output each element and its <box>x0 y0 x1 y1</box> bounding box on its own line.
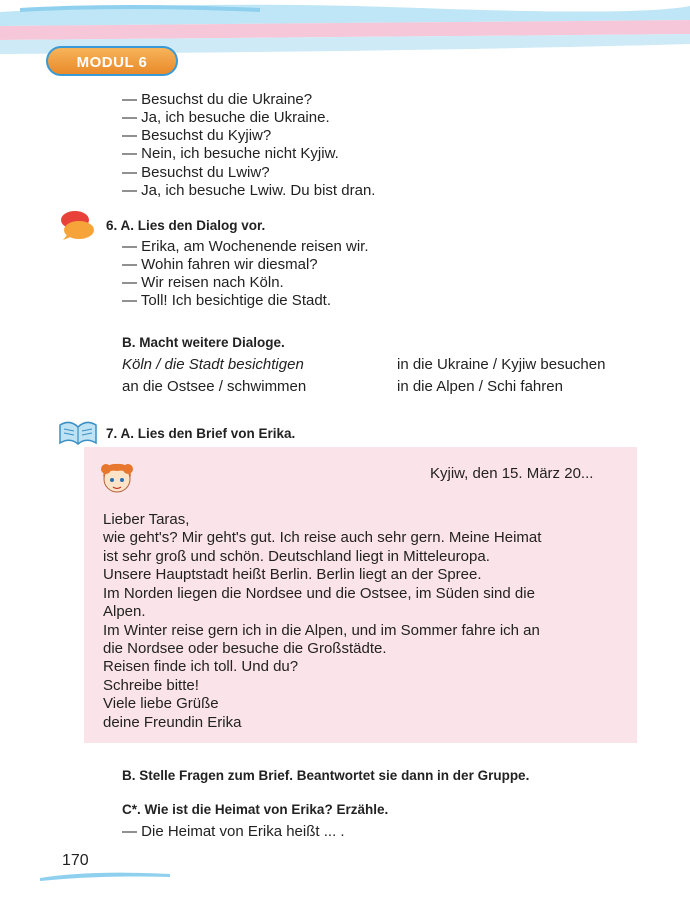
footer-swoosh <box>40 868 170 882</box>
task6-b-heading: B. Macht weitere Dialoge. <box>122 335 285 350</box>
letter-line: ist sehr groß und schön. Deutschland liegt in Mitteleuropa. <box>103 548 490 565</box>
dialog-line: — Besuchst du die Ukraine? <box>122 91 313 108</box>
task6-heading: 6. A. Lies den Dialog vor. <box>106 218 266 233</box>
letter-date: Kyjiw, den 15. März 20... <box>430 465 594 482</box>
open-book-icon <box>56 417 100 447</box>
option-right: in die Alpen / Schi fahren <box>397 378 563 395</box>
letter-line: Alpen. <box>103 603 146 620</box>
option-right: in die Ukraine / Kyjiw besuchen <box>397 356 606 373</box>
module-badge: MODUL 6 <box>46 46 178 76</box>
letter-line: Im Winter reise gern ich in die Alpen, und im Sommer fahre ich an <box>103 622 540 639</box>
option-left: Köln / die Stadt besichtigen <box>122 356 304 373</box>
task7-c-heading: C*. Wie ist die Heimat von Erika? Erzähle. <box>122 802 389 817</box>
letter-line: Schreibe bitte! <box>103 677 199 694</box>
task6-line: — Wohin fahren wir diesmal? <box>122 256 318 273</box>
letter-line: Unsere Hauptstadt heißt Berlin. Berlin liegt an der Spree. <box>103 566 482 583</box>
dialog-line: — Ja, ich besuche Lwiw. Du bist dran. <box>122 182 376 199</box>
letter-line: Im Norden liegen die Nordsee und die Ostsee, im Süden sind die <box>103 585 535 602</box>
letter-line: Viele liebe Grüße <box>103 695 219 712</box>
girl-avatar <box>98 459 136 499</box>
dialog-line: — Besuchst du Kyjiw? <box>122 127 272 144</box>
letter-line: Lieber Taras, <box>103 511 190 528</box>
task6-line: — Erika, am Wochenende reisen wir. <box>122 238 369 255</box>
letter-line: Reisen finde ich toll. Und du? <box>103 658 299 675</box>
option-left: an die Ostsee / schwimmen <box>122 378 307 395</box>
letter-line: die Nordsee oder besuche die Großstädte. <box>103 640 387 657</box>
dialog-line: — Nein, ich besuche nicht Kyjiw. <box>122 145 339 162</box>
task7-b-heading: B. Stelle Fragen zum Brief. Beantwortet sie dann in der Gruppe. <box>122 768 530 783</box>
dialog-line: — Ja, ich besuche die Ukraine. <box>122 109 330 126</box>
task6-line: — Toll! Ich besichtige die Stadt. <box>122 292 332 309</box>
page-number: 170 <box>62 852 89 869</box>
letter-line: deine Freundin Erika <box>103 714 242 731</box>
task7-heading: 7. A. Lies den Brief von Erika. <box>106 426 296 441</box>
letter-line: wie geht's? Mir geht's gut. Ich reise auch sehr gern. Meine Heimat <box>103 529 542 546</box>
task7-c-line: — Die Heimat von Erika heißt ... . <box>122 823 345 840</box>
dialog-line: — Besuchst du Lwiw? <box>122 164 270 181</box>
speech-bubbles-icon <box>57 209 97 241</box>
task6-line: — Wir reisen nach Köln. <box>122 274 284 291</box>
